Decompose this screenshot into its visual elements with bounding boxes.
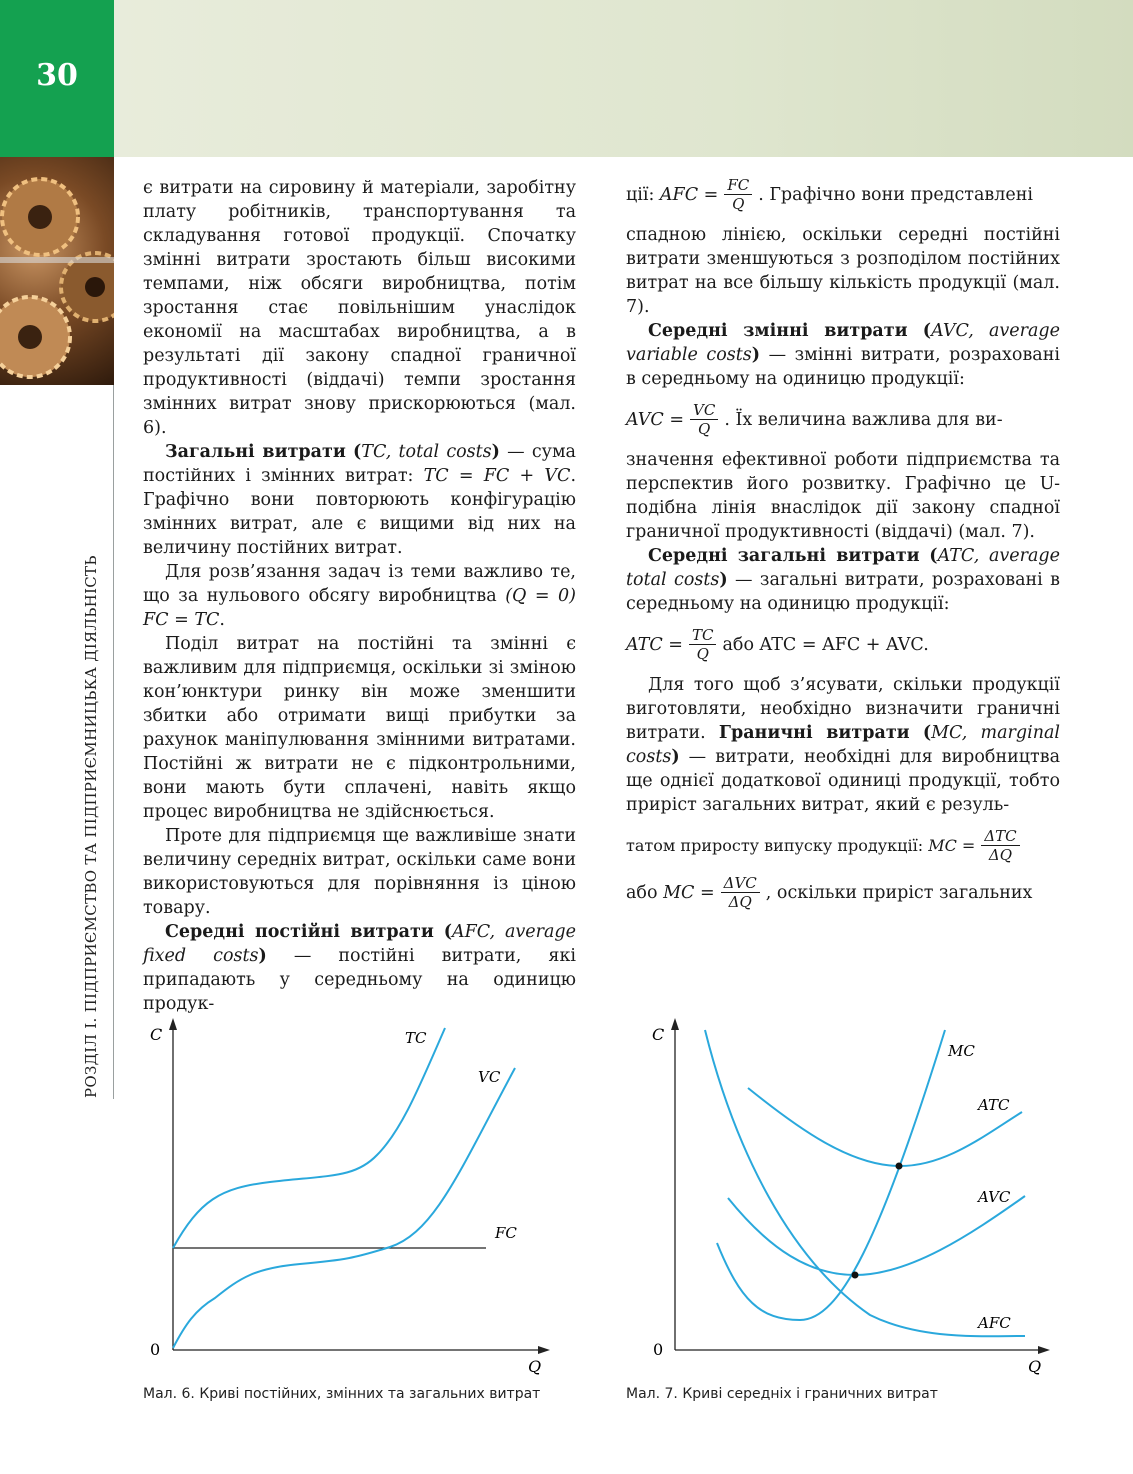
x-axis-arrow <box>1038 1346 1050 1354</box>
series-label-afc: AFC <box>978 1314 1011 1332</box>
term: Середні постійні витрати <box>165 922 434 942</box>
fraction: $\frac{FC}{Q}$ <box>724 176 752 213</box>
right-column <box>626 176 1060 921</box>
x-axis-label: Q <box>1028 1357 1042 1376</box>
formula-lhs: AFC = <box>659 184 719 205</box>
paragraph-total-costs: Загальні витрати (TC, total costs) — сума постійних і змінних витрат: TC = FC + VC. Графічно вони повторюють конфігурацію змінних витрат, але є вищими від них на величину постійних витрат. <box>143 442 577 558</box>
y-axis-arrow <box>169 1018 177 1030</box>
paragraph: є витрати на сировину й матеріали, заробітну плату робітників, транспортування та складування готової продукції. Спочатку змінні витрати зростають більш високими темпами, ніж обсяги виробництва, потім зростання стає повільнішим унаслідок економії на масштабах виробництва, а в результаті дії закону спадної граничної продуктивності (віддачі) темпи зростання змінних витрат знову прискорюються (мал. 6). <box>143 178 576 438</box>
formula: (Q = 0) FC = TC <box>143 586 576 630</box>
text: — витрати, необхідні для виробництва ще однієї додаткової одиниці продукції, тобто приріст загальних витрат, який є резуль- <box>626 747 1060 815</box>
page-number-box <box>0 0 114 157</box>
y-axis-label: C <box>150 1025 163 1044</box>
gears-icon <box>0 157 114 385</box>
text: . Графічно вони представлені <box>758 184 1033 205</box>
paragraph: спадною лінією, оскільки середні постійні витрати зменшуються з розподілом постійних витрат на все більшу кількість продукції (мал. 7). <box>626 225 1060 317</box>
vc-curve <box>173 1068 515 1348</box>
paragraph: Для розв’язання задач із теми важливо те, що за нульового обсягу виробництва (Q = 0) FC = TC. <box>143 562 576 630</box>
avc-formula-line <box>626 401 1060 438</box>
text: Для розв’язання задач із теми важливо те, що за нульового обсягу виробництва <box>143 562 576 606</box>
side-divider <box>113 385 114 1099</box>
term-abbr: AVC, average variable costs <box>626 321 1060 365</box>
y-axis-arrow <box>671 1018 679 1030</box>
series-label-atc: ATC <box>978 1096 1010 1114</box>
term-abbr: ATC, average total costs <box>626 546 1060 590</box>
gears-photo <box>0 157 114 385</box>
afc-formula-line <box>626 176 1060 213</box>
fraction: $\frac{VC}{Q}$ <box>690 401 718 438</box>
tc-curve <box>173 1028 445 1248</box>
paragraph-afc: Середні постійні витрати (AFC, average fixed costs) — постійні витрати, які припадають у середньому на одиницю продук- <box>143 922 576 1014</box>
figure-7-caption: Мал. 7. Криві середніх і граничних витрат <box>626 1386 938 1402</box>
formula: TC = FC + VC <box>423 466 571 486</box>
avc-min-point <box>852 1272 859 1279</box>
page-number: 30 <box>36 58 78 93</box>
origin-label: 0 <box>150 1340 161 1359</box>
atc-formula-line <box>626 626 1060 663</box>
fraction: $\frac{\text{ΔTC}}{\Delta Q}$ <box>981 827 1019 864</box>
origin-label: 0 <box>653 1340 664 1359</box>
term: Середні змінні витрати <box>648 321 908 341</box>
formula-lhs: ATC = <box>626 634 683 655</box>
text: татом приросту випуску продукції: <box>626 835 924 855</box>
y-axis-label: C <box>652 1025 665 1044</box>
text: — загальні витрати, розраховані в середньому на одиницю продукції: <box>626 570 1061 614</box>
text: — сума постійних і змінних витрат: <box>143 442 576 486</box>
avc-curve <box>728 1196 1025 1275</box>
text: Для того щоб з’ясувати, скільки продукції виготовляти, необхідно визначити граничні витрати. <box>626 675 1060 743</box>
series-label-vc: VC <box>478 1068 501 1086</box>
header-band <box>114 0 1133 157</box>
paragraph: Проте для підприємця ще важливіше знати величину середніх витрат, оскільки саме вони використовуються для порівняння із ціною товару. <box>143 826 576 918</box>
fraction: $\frac{\text{ΔVC}}{\Delta Q}$ <box>721 874 760 911</box>
atc-min-point <box>896 1163 903 1170</box>
text: ції: <box>626 184 655 205</box>
formula-lhs: AVC = <box>626 409 685 430</box>
text: або ATC = AFC + AVC. <box>722 634 929 655</box>
term: Загальні витрати <box>165 442 346 462</box>
paragraph: значення ефективної роботи підприємства та перспектив його розвитку. Графічно це U-подібна лінія внаслідок дії закону спадної граничної продуктивності (віддачі) (мал. 7). <box>626 450 1060 542</box>
x-axis-arrow <box>538 1346 550 1354</box>
series-label-avc: AVC <box>978 1188 1011 1206</box>
fraction: $\frac{TC}{Q}$ <box>689 626 716 663</box>
series-label-tc: TC <box>405 1029 427 1047</box>
mc2-formula-line <box>626 874 1060 911</box>
text: або <box>626 882 658 903</box>
text: — постійні витрати, які припадають у середньому на одиницю продук- <box>143 946 576 1014</box>
term-abbr: TC, total costs <box>361 442 492 462</box>
chart-fig6 <box>140 1010 560 1380</box>
text: . Їх величина важлива для ви- <box>724 409 1003 430</box>
mc-curve <box>717 1030 945 1320</box>
text: — змінні витрати, розраховані в середньому на одиницю продукції: <box>626 345 1060 389</box>
paragraph-mc: Для того щоб з’ясувати, скільки продукції виготовляти, необхідно визначити граничні витрати. Граничні витрати (MC, marginal costs) — витрати, необхідні для виробництва ще однієї додаткової одиниці продукції, тобто приріст загальних витрат, який є резуль- <box>626 675 1060 815</box>
figure-6-caption: Мал. 6. Криві постійних, змінних та загальних витрат <box>143 1386 541 1402</box>
text: , оскільки приріст загальних <box>765 882 1033 903</box>
text: . Графічно вони повторюють конфігурацію змінних витрат, але є вищими від них на величину постійних витрат. <box>143 466 577 558</box>
formula-lhs: MC = <box>663 882 715 903</box>
term: Середні загальні витрати <box>648 546 920 566</box>
afc-curve <box>705 1030 1025 1336</box>
series-label-fc: FC <box>495 1224 517 1242</box>
series-label-mc: MC <box>948 1042 975 1060</box>
x-axis-label: Q <box>528 1357 542 1376</box>
term-abbr: MC, marginal costs <box>626 723 1060 767</box>
paragraph-avc: Середні змінні витрати (AVC, average variable costs) — змінні витрати, розраховані в середньому на одиницю продукції: <box>626 321 1060 389</box>
term: Граничні витрати <box>718 723 910 743</box>
mc-formula-line <box>626 827 1060 864</box>
formula-lhs: MC = <box>928 835 976 855</box>
paragraph-atc: Середні загальні витрати (ATC, average total costs) — загальні витрати, розраховані в середньому на одиницю продукції: <box>626 546 1061 614</box>
section-title: РОЗДІЛ І. ПІДПРИЄМСТВО ТА ПІДПРИЄМНИЦЬКА ДІЯЛЬНІСТЬ <box>82 555 100 1098</box>
term-abbr: AFC, average fixed costs <box>143 922 576 966</box>
chart-fig7 <box>640 1010 1060 1380</box>
paragraph: Поділ витрат на постійні та змінні є важливим для підприємця, оскільки зі зміною кон’юнктури ринку він може зменшити збитки або отримати вищі прибутки за рахунок маніпулювання змінними витратами. Постійні ж витрати не є підконтрольними, вони мають бути сплачені, навіть якщо процес виробництва не здійснюється. <box>143 634 576 822</box>
left-column <box>143 176 576 1016</box>
